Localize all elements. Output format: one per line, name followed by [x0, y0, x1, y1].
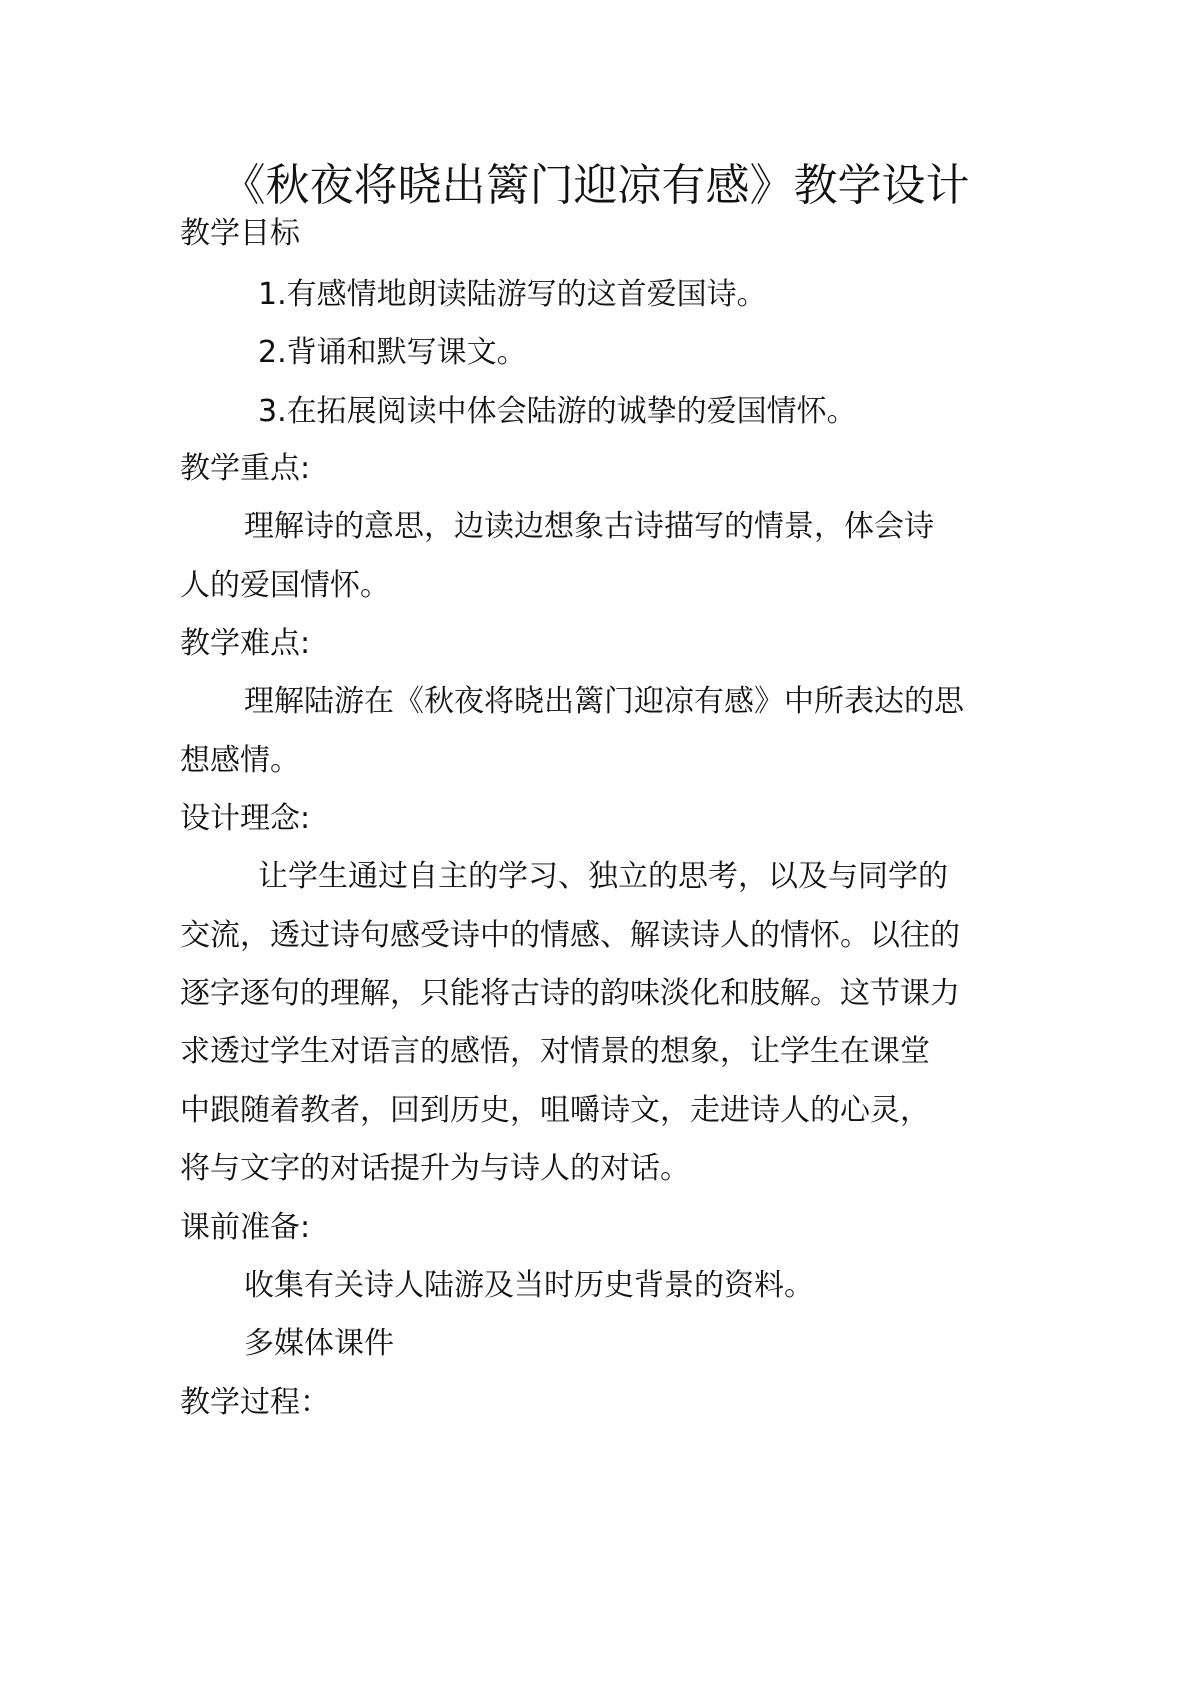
concept-line-5: 中跟随着教者，回到历史，咀嚼诗文，走进诗人的心灵，	[180, 1093, 930, 1128]
concept-line-1: 让学生通过自主的学习、独立的思考，以及与同学的	[258, 859, 948, 894]
concept-line-2: 交流，透过诗句感受诗中的情感、解读诗人的情怀。以往的	[180, 918, 960, 953]
process-heading: 教学过程：	[180, 1385, 330, 1420]
document-title: 《秋夜将晓出篱门迎凉有感》教学设计	[221, 160, 970, 211]
concept-line-4: 求透过学生对语言的感悟，对情景的想象，让学生在课堂	[180, 1034, 930, 1069]
difficulties-line-2: 想感情。	[180, 743, 300, 778]
concept-line-3: 逐字逐句的理解，只能将古诗的韵味淡化和肢解。这节课力	[180, 976, 960, 1011]
key-points-line-1: 理解诗的意思，边读边想象古诗描写的情景，体会诗	[244, 509, 934, 544]
concept-heading: 设计理念:	[180, 801, 311, 836]
concept-line-6: 将与文字的对话提升为与诗人的对话。	[180, 1151, 690, 1186]
goals-heading: 教学目标	[180, 216, 300, 251]
preparation-heading: 课前准备:	[180, 1210, 311, 1245]
key-points-heading: 教学重点:	[180, 451, 311, 486]
preparation-item-1: 收集有关诗人陆游及当时历史背景的资料。	[244, 1268, 814, 1303]
goal-item-1: 1.有感情地朗读陆游写的这首爱国诗。	[258, 277, 767, 312]
preparation-item-2: 多媒体课件	[244, 1326, 394, 1361]
difficulties-heading: 教学难点:	[180, 626, 311, 661]
key-points-line-2: 人的爱国情怀。	[180, 568, 390, 603]
difficulties-line-1: 理解陆游在《秋夜将晓出篱门迎凉有感》中所表达的思	[244, 684, 964, 719]
goal-item-2: 2.背诵和默写课文。	[258, 335, 527, 370]
goal-item-3: 3.在拓展阅读中体会陆游的诚挚的爱国情怀。	[258, 394, 857, 429]
